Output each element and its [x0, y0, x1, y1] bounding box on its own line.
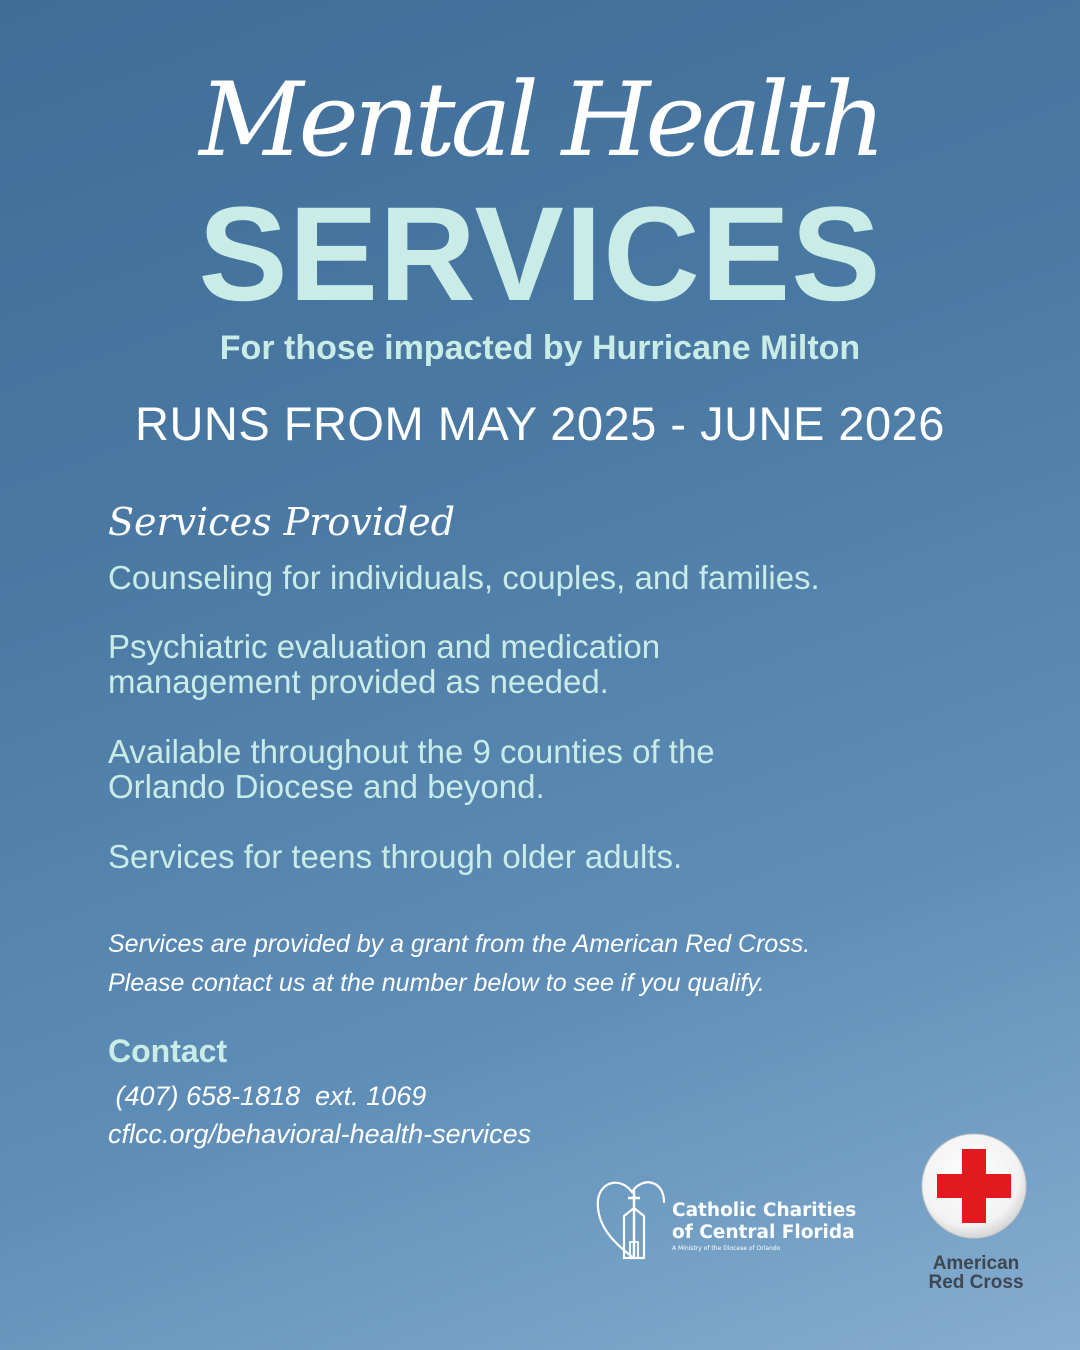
red-cross-wordmark: American Red Cross — [928, 1253, 1024, 1293]
service-item-psychiatric: Psychiatric evaluation and medication management provided as needed. — [108, 628, 661, 700]
service-item-availability: Available throughout the 9 counties of the Orlando Diocese and beyond. — [108, 733, 715, 805]
catholic-charities-logo — [594, 1172, 894, 1262]
title-block: SERVICES — [198, 180, 882, 329]
contact-phone[interactable]: (407) 658-1818 ext. 1069 — [108, 1081, 427, 1111]
red-cross-icon — [920, 1132, 1028, 1240]
grant-note-line2: Please contact us at the number below to see if you qualify. — [108, 969, 765, 997]
services-heading: Services Provided — [108, 500, 456, 544]
service-item-counseling: Counseling for individuals, couples, and families. — [108, 559, 820, 596]
contact-website[interactable]: cflcc.org/behavioral-health-services — [108, 1119, 532, 1149]
catholic-charities-tagline: A Ministry of the Diocese of Orlando — [672, 1245, 781, 1252]
grant-note-line1: Services are provided by a grant from the American Red Cross. — [108, 930, 811, 958]
catholic-charities-name: Catholic Charities of Central Florida — [672, 1200, 857, 1243]
title-script: Mental Health — [199, 61, 881, 180]
subtitle: For those impacted by Hurricane Milton — [219, 329, 861, 367]
service-item-ages: Services for teens through older adults. — [108, 838, 683, 875]
contact-heading: Contact — [108, 1033, 228, 1069]
heart-cross-church-icon — [594, 1172, 668, 1262]
program-dates: RUNS FROM MAY 2025 - JUNE 2026 — [135, 397, 945, 450]
